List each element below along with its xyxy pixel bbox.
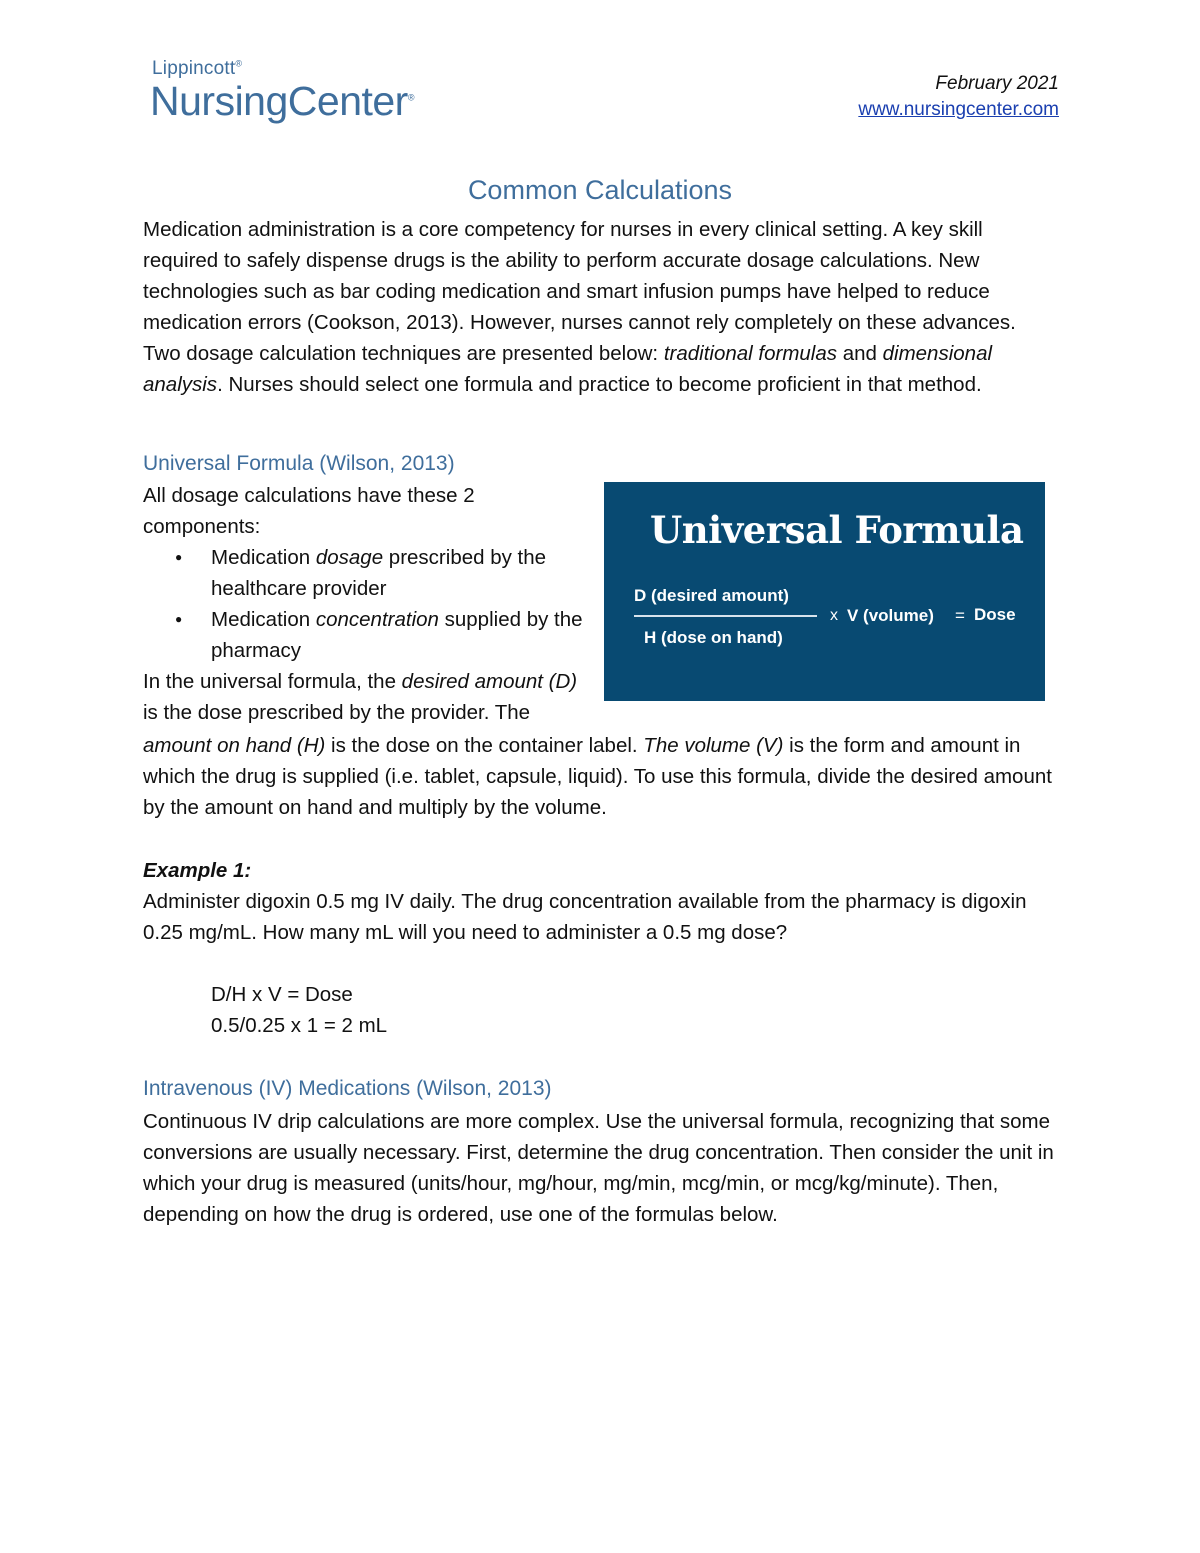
intro-paragraph: Medication administration is a core competency for nurses in every clinical setting. A key skill required to safely dispense drugs is the ability to perform accurate dosage calculations. New technologies such as bar coding medication and smart infusion pumps have helped to reduce medication errors (Cookson, 2013). However, nurses cannot rely completely on these advances. Two dosage calculation techniques are presented below: traditional formulas and dimensional analysis. Nurses should select one formula and practice to become proficient in that method. <box>143 218 1016 396</box>
website-link[interactable]: www.nursingcenter.com <box>858 99 1059 120</box>
formula-dose: Dose <box>974 605 1016 624</box>
formula-numerator: D (desired amount) <box>634 586 789 605</box>
example-1-label: Example 1: <box>143 859 252 882</box>
header-date: February 2021 <box>935 73 1059 94</box>
iv-heading: Intravenous (IV) Medications (Wilson, 2013) <box>143 1077 552 1100</box>
iv-paragraph: Continuous IV drip calculations are more complex. Use the universal formula, recognizing that some conversions are usually necessary. First, determine the drug concentration. Then consider the unit in which your drug is measured (units/hour, mg/hour, mg/min, mcg/min, or mcg/kg/minute). Then, depending on how the drug is ordered, use one of the formulas below. <box>143 1110 1054 1226</box>
universal-lead: All dosage calculations have these 2 components: ● Medication dosage prescribed by the healthcare provider ● Medication concentration supplied by the pharmacy In the universal formula, the desired amount (D) is the dose prescribed by the provider. The <box>143 480 588 728</box>
formula-denominator: H (dose on hand) <box>644 628 783 647</box>
components-list <box>143 542 588 666</box>
example-1-text: Administer digoxin 0.5 mg IV daily. The drug concentration available from the pharmacy is digoxin 0.25 mg/mL. How many mL will you need to administer a 0.5 mg dose? <box>143 890 1027 944</box>
page-title: Common Calculations <box>467 175 733 205</box>
formula-image-title: Universal Formula <box>650 508 1024 552</box>
formula-equals: = <box>955 606 965 625</box>
list-item: ● Medication concentration supplied by the pharmacy <box>211 604 588 666</box>
formula-explanation-start: In the universal formula, the desired amount (D) is the dose prescribed by the provider. The <box>143 670 578 724</box>
logo-nursingcenter: NursingCenter® <box>150 78 414 124</box>
formula-volume: V (volume) <box>847 606 934 625</box>
calc-line-1: D/H x V = Dose <box>211 983 353 1006</box>
formula-explanation: amount on hand (H) is the dose on the container label. The volume (V) is the form and amount in which the drug is supplied (i.e. tablet, capsule, liquid). To use this formula, divide the desired amount by the amount on hand and multiply by the volume. <box>143 734 1052 819</box>
calc-line-2: 0.5/0.25 x 1 = 2 mL <box>211 1014 388 1037</box>
formula-times: x <box>830 607 838 624</box>
list-item: ● Medication dosage prescribed by the healthcare provider <box>211 542 588 604</box>
logo-lippincott: Lippincott® <box>152 58 243 79</box>
universal-formula-image <box>604 482 1045 701</box>
universal-formula-heading: Universal Formula (Wilson, 2013) <box>143 452 455 475</box>
fraction-bar <box>634 615 817 617</box>
